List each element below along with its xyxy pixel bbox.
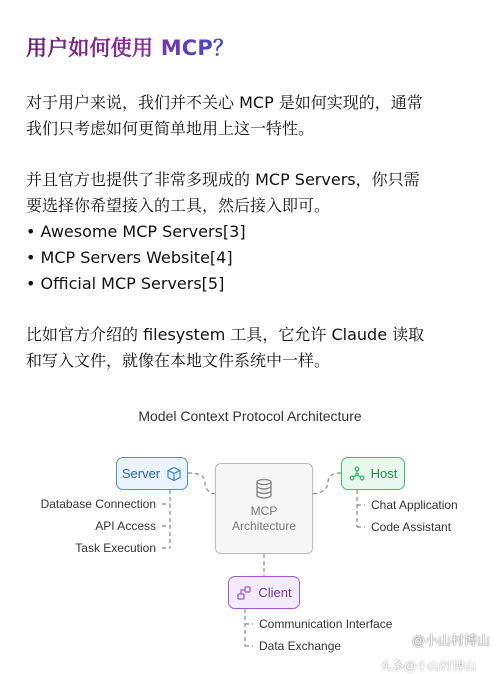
link-awesome-mcp-servers[interactable]: • Awesome MCP Servers[3]: [26, 222, 246, 241]
connector-center-host: [313, 473, 341, 494]
page-heading: 用户如何使用 MCP？: [26, 32, 234, 62]
paragraph-line: 我们只考虑如何更简单地用上这一特性。: [26, 119, 315, 138]
server-item: Database Connection: [40, 497, 156, 511]
cube-icon: [166, 466, 182, 482]
paragraph-line: 和写入文件，就像在本地文件系统中一样。: [26, 351, 331, 370]
watermark-secondary: 头条@小山村博山: [380, 659, 477, 673]
client-label: Client: [258, 585, 292, 600]
link-official-mcp-servers[interactable]: • Official MCP Servers[5]: [26, 274, 225, 293]
paragraph-line: 并且官方也提供了非常多现成的 MCP Servers，你只需: [26, 170, 420, 189]
paragraph-line: 要选择你希望接入的工具，然后接入即可。: [26, 196, 331, 215]
connector-server-center: [188, 473, 215, 494]
host-label: Host: [370, 466, 398, 481]
server-node: [116, 457, 188, 490]
paragraph-line: 对于用户来说，我们并不关心 MCP 是如何实现的，通常: [26, 93, 423, 112]
client-node: [228, 576, 300, 609]
mcp-architecture-node: [215, 463, 313, 554]
link-mcp-servers-website[interactable]: • MCP Servers Website[4]: [26, 248, 233, 267]
server-item: API Access: [95, 519, 156, 533]
host-node: [341, 457, 405, 490]
network-icon: [349, 466, 365, 482]
mcp-label-line1: MCP: [250, 504, 278, 518]
server-label: Server: [121, 466, 161, 481]
server-item: Task Execution: [75, 541, 156, 555]
client-item: Data Exchange: [259, 639, 342, 653]
host-item: Chat Application: [371, 498, 458, 512]
host-item: Code Assistant: [371, 520, 452, 534]
database-icon: [253, 478, 275, 500]
client-item: Communication Interface: [259, 617, 393, 631]
mcp-label-line2: Architecture: [231, 519, 297, 533]
stack-icon: [236, 585, 252, 601]
diagram-title: Model Context Protocol Architecture: [138, 408, 362, 424]
paragraph-line: 比如官方介绍的 filesystem 工具，它允许 Claude 读取: [26, 325, 425, 344]
watermark: @小山村博山: [411, 633, 490, 648]
